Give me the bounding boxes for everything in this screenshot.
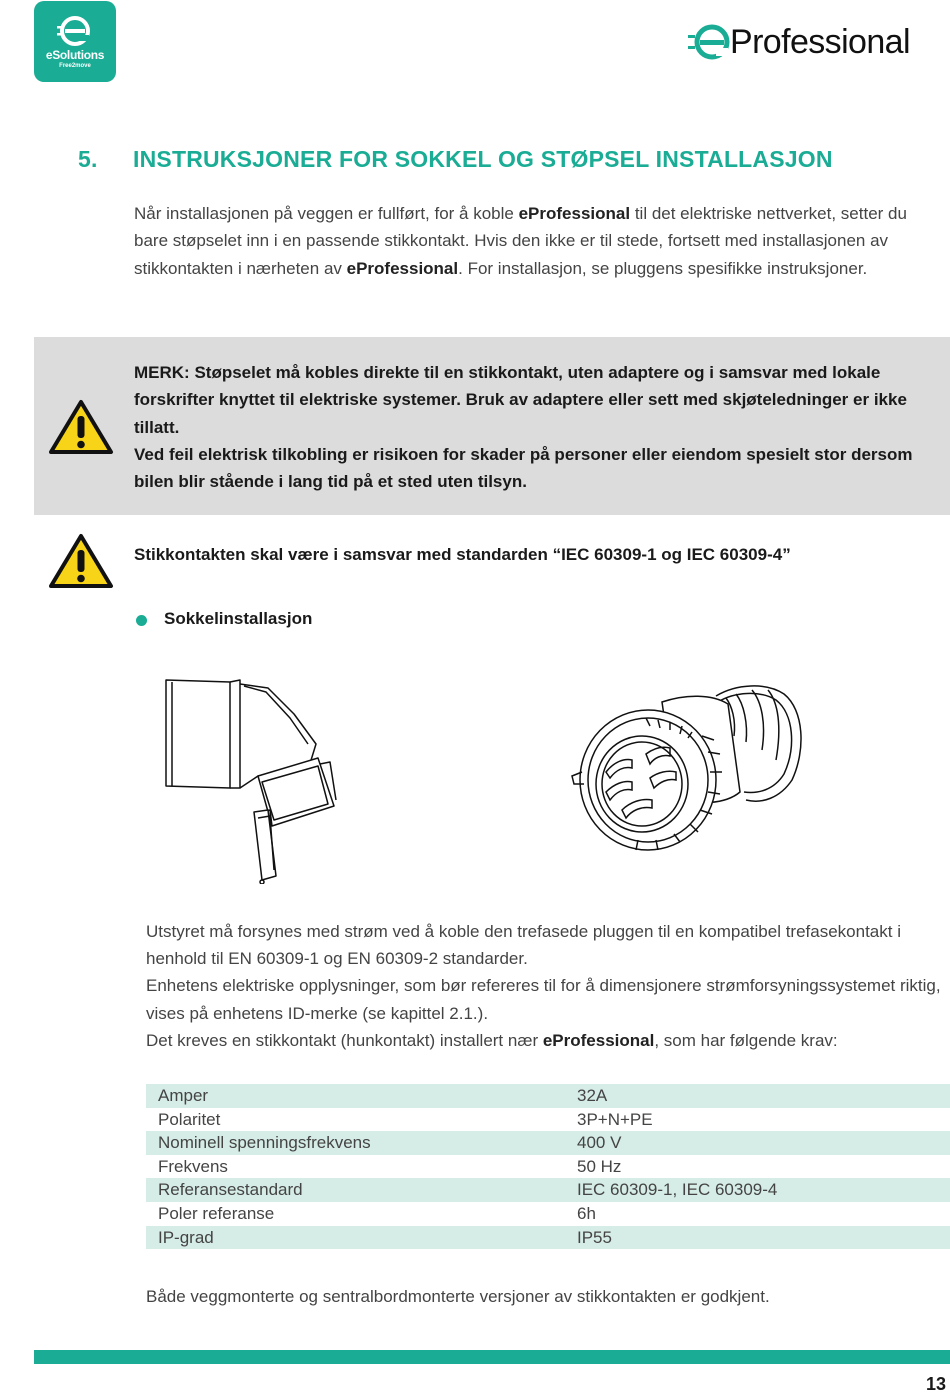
standard-warning-text: Stikkontakten skal være i samsvar med standarden “IEC 60309-1 og IEC 60309-4”: [134, 545, 791, 564]
footer-bar: [34, 1350, 950, 1364]
eprofessional-logo: [688, 18, 950, 66]
intro-text-1: Når installasjonen på veggen er fullført, for å koble: [134, 204, 519, 223]
table-row: [146, 1108, 950, 1132]
supply-sentence-3a: Det kreves en stikkontakt (hunkontakt) installert nær: [146, 1030, 543, 1050]
supply-sentence-2: Enhetens elektriske opplysninger, som bør refereres til for å dimensjonere strømforsyningssystemet riktig, vises på enhetens ID-merke (se kapittel 2.1.).: [146, 976, 941, 1023]
spec-value: IP55: [577, 1227, 612, 1247]
intro-brand-1: eProfessional: [518, 204, 631, 223]
note-box: [34, 337, 950, 515]
table-row: [146, 1202, 950, 1226]
spec-value: 400 V: [577, 1133, 622, 1153]
supply-brand: eProfessional: [542, 1030, 655, 1050]
supply-sentence-1: Utstyret må forsynes med strøm ved å koble den trefasede pluggen til en kompatibel trefasekontakt i henhold til EN 60309-1 og EN 60309-2 standarder.: [146, 922, 901, 969]
section-number: 5.: [78, 146, 98, 172]
spec-value: 3P+N+PE: [577, 1109, 653, 1129]
note-text: [134, 359, 934, 495]
spec-value: 32A: [577, 1086, 608, 1105]
intro-brand-2: eProfessional: [346, 258, 459, 278]
page-number: 13: [925, 1374, 946, 1394]
supply-paragraph: [146, 918, 946, 1054]
note-line-2: Ved feil elektrisk tilkobling er risikoen for skader på personer eller eiendom spesielt stor dersom bilen blir stående i lang tid på et sted uten tilsyn.: [134, 444, 913, 492]
spec-key: Amper: [158, 1086, 209, 1105]
plug-illustration: [566, 680, 806, 862]
spec-value: 6h: [577, 1203, 596, 1223]
table-row: [146, 1178, 950, 1202]
esolutions-logo-sub: Free2move: [59, 63, 91, 69]
esolutions-e-icon: [55, 11, 95, 51]
warning-triangle-icon: [48, 533, 114, 589]
spec-value: IEC 60309-1, IEC 60309-4: [577, 1180, 778, 1200]
table-row: [146, 1131, 950, 1155]
esolutions-logo: [34, 1, 116, 82]
spec-value: 50 Hz: [577, 1156, 622, 1176]
table-row: [146, 1226, 950, 1250]
supply-sentence-3b: , som har følgende krav:: [654, 1030, 838, 1050]
table-row: [146, 1084, 950, 1108]
spec-table: [146, 1084, 950, 1249]
spec-key: Referansestandard: [158, 1180, 303, 1200]
bullet-heading: Sokkelinstallasjon: [164, 609, 313, 628]
eprofessional-e-icon: [688, 22, 732, 66]
supply-sentence-3: [146, 1027, 946, 1054]
spec-key: Frekvens: [158, 1156, 228, 1176]
spec-key: Nominell spenningsfrekvens: [158, 1133, 371, 1153]
warning-triangle-icon: [48, 399, 114, 455]
table-row: [146, 1155, 950, 1179]
footnote: Både veggmonterte og sentralbordmonterte versjoner av stikkontakten er godkjent.: [146, 1287, 770, 1306]
socket-illustration: [158, 672, 338, 884]
spec-key: Polaritet: [158, 1109, 221, 1129]
spec-key: IP-grad: [158, 1227, 214, 1247]
intro-paragraph: [134, 200, 934, 282]
section-title: INSTRUKSJONER FOR SOKKEL OG STØPSEL INSTALLASJON: [133, 146, 833, 172]
intro-text-2: til det elektriske nettverket, setter du bare støpselet inn i en passende stikkontakt. Hvis den ikke er til stede, fortsett med installasjonen av stikkontakten i nærheten av: [134, 204, 907, 278]
bullet-dot: [136, 615, 147, 626]
note-line-1: MERK: Støpselet må kobles direkte til en stikkontakt, uten adaptere og i samsvar med lokale forskrifter knyttet til elektriske systemer. Bruk av adaptere eller sett med skjøteledninger er ikke tillatt.: [134, 363, 907, 437]
spec-key: Poler referanse: [158, 1203, 275, 1223]
esolutions-logo-name: eSolutions: [45, 48, 105, 62]
intro-text-3: . For installasjon, se pluggens spesifikke instruksjoner.: [458, 258, 868, 278]
eprofessional-logo-name: Professional: [730, 23, 910, 61]
